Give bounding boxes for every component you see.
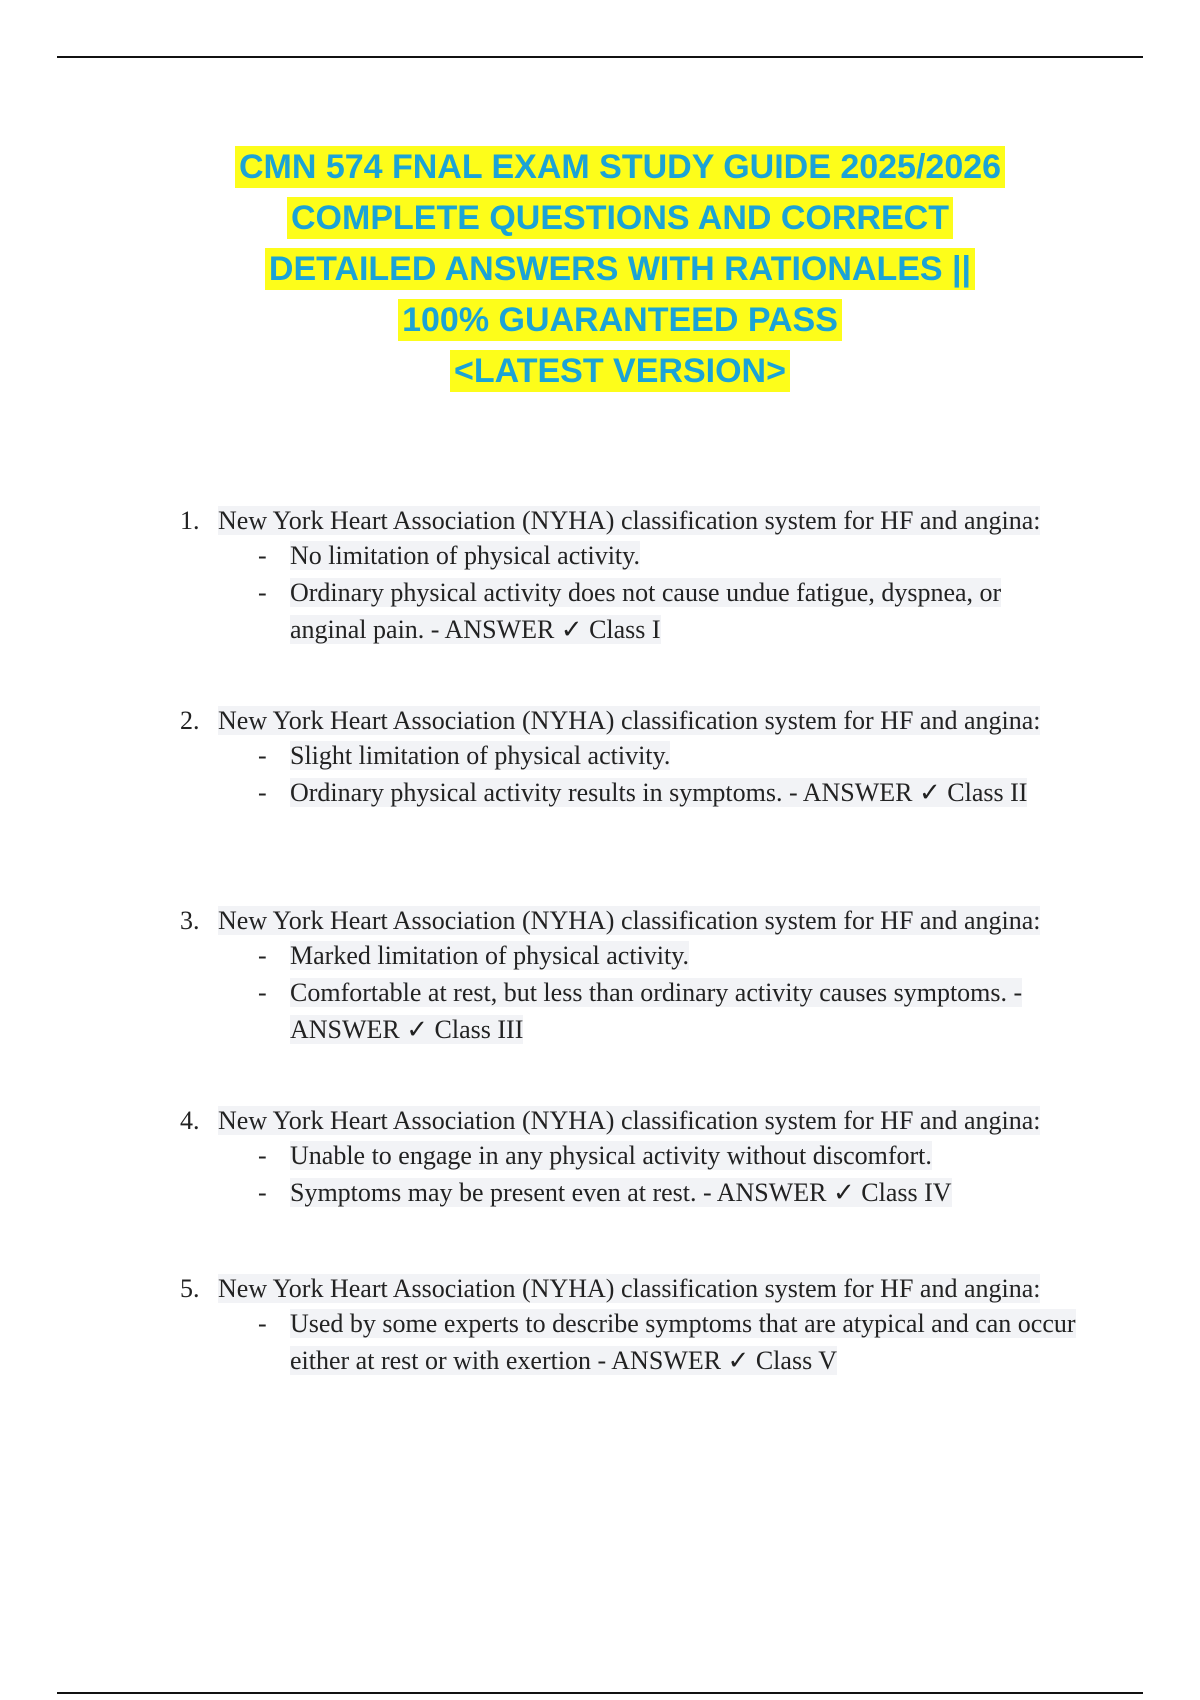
- question-item: [180, 905, 1080, 1048]
- question-item: [180, 505, 1080, 648]
- bullet-text: Comfortable at rest, but less than ordinary activity causes symptoms. - ANSWER ✓ Class III: [290, 978, 1023, 1044]
- bullet-marker: -: [258, 578, 267, 607]
- question-text: New York Heart Association (NYHA) classification system for HF and angina:: [218, 506, 1041, 535]
- question-number: 5.: [180, 1274, 200, 1303]
- question-text: New York Heart Association (NYHA) classification system for HF and angina:: [218, 1274, 1041, 1303]
- bullet-text: Marked limitation of physical activity.: [290, 941, 690, 970]
- question-number: 2.: [180, 706, 200, 735]
- bullet-marker: -: [258, 1178, 267, 1207]
- bullet-marker: -: [258, 541, 267, 570]
- answer-bullet: [258, 937, 1080, 974]
- answer-bullet: [258, 1137, 1080, 1174]
- bullet-text: Unable to engage in any physical activity without discomfort.: [290, 1141, 932, 1170]
- question-number: 1.: [180, 506, 200, 535]
- bullet-marker: -: [258, 1309, 267, 1338]
- bullet-text: Ordinary physical activity results in symptoms. - ANSWER ✓ Class II: [290, 778, 1028, 807]
- bullet-marker: -: [258, 778, 267, 807]
- bottom-rule: [57, 1692, 1143, 1694]
- title-line: COMPLETE QUESTIONS AND CORRECT: [287, 197, 953, 239]
- bullet-text: Slight limitation of physical activity.: [290, 741, 671, 770]
- answer-bullet: [258, 774, 1080, 811]
- answer-bullet: [258, 537, 1080, 574]
- bullet-text: No limitation of physical activity.: [290, 541, 640, 570]
- answer-bullet: [258, 574, 1080, 648]
- bullet-marker: -: [258, 741, 267, 770]
- question-item: [180, 705, 1080, 811]
- question-text: New York Heart Association (NYHA) classification system for HF and angina:: [218, 706, 1041, 735]
- answer-bullet: [258, 974, 1080, 1048]
- bullet-text: Symptoms may be present even at rest. - ANSWER ✓ Class IV: [290, 1178, 952, 1207]
- title-line: DETAILED ANSWERS WITH RATIONALES ||: [265, 248, 975, 290]
- bullet-marker: -: [258, 941, 267, 970]
- answer-bullet: [258, 1305, 1080, 1379]
- bullet-marker: -: [258, 978, 267, 1007]
- answer-bullet: [258, 737, 1080, 774]
- title-line: 100% GUARANTEED PASS: [398, 299, 842, 341]
- question-number: 3.: [180, 906, 200, 935]
- bullet-marker: -: [258, 1141, 267, 1170]
- bullet-text: Ordinary physical activity does not cause undue fatigue, dyspnea, or anginal pain. - ANSWER ✓ Class I: [290, 578, 1002, 644]
- question-text: New York Heart Association (NYHA) classification system for HF and angina:: [218, 906, 1041, 935]
- answer-bullet: [258, 1174, 1080, 1211]
- title-line: CMN 574 FNAL EXAM STUDY GUIDE 2025/2026: [235, 146, 1005, 188]
- question-item: [180, 1105, 1080, 1211]
- title-line: <LATEST VERSION>: [450, 350, 790, 392]
- bullet-text: Used by some experts to describe symptoms that are atypical and can occur either at rest or with exertion - ANSWER ✓ Class V: [290, 1309, 1076, 1375]
- question-number: 4.: [180, 1106, 200, 1135]
- top-rule: [57, 56, 1143, 58]
- question-text: New York Heart Association (NYHA) classification system for HF and angina:: [218, 1106, 1041, 1135]
- question-item: [180, 1273, 1080, 1379]
- document-title: [0, 142, 1200, 397]
